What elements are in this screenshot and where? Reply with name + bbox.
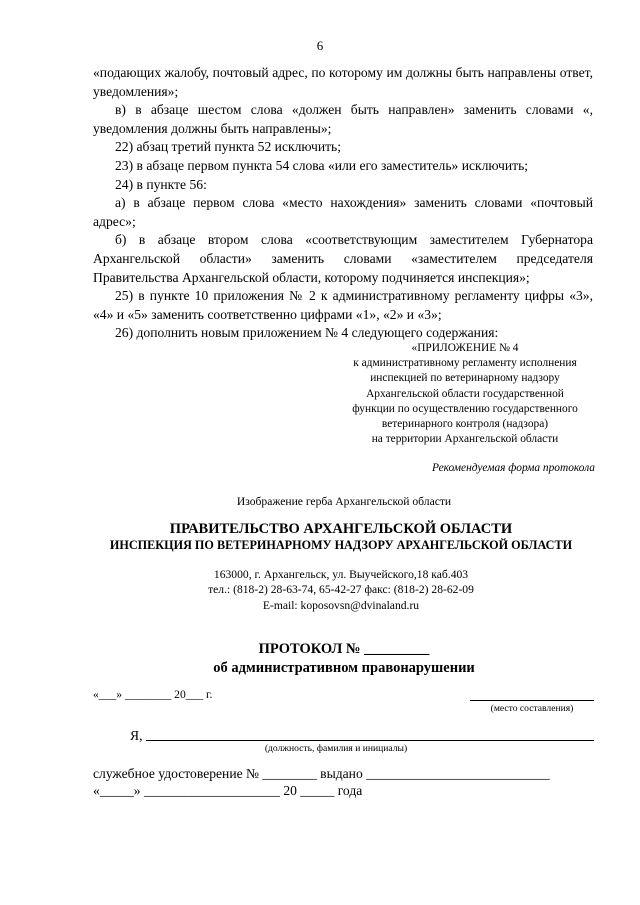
- appendix-line: на территории Архангельской области: [371, 433, 559, 446]
- coat-of-arms-placeholder: Изображение герба Архангельской области: [236, 495, 452, 508]
- position-name-caption: (должность, фамилия и инициалы): [264, 743, 408, 754]
- body-paragraph: 23) в абзаце первом пункта 54 слова «или его заместитель» исключить;: [115, 157, 529, 173]
- body-paragraph: в) в абзаце шестом слова «должен быть направлен» заменить словами «, уведомления должны быть направлены»;: [93, 102, 593, 136]
- position-name-field-line: [146, 740, 594, 741]
- address-line: 163000, г. Архангельск, ул. Выучейского,18 каб.403: [213, 568, 469, 581]
- appendix-line: функции по осуществлению государственного: [352, 402, 578, 415]
- appendix-line: ветеринарного контроля (надзора): [381, 418, 549, 431]
- certificate-date-line: «_____» ____________________ 20 _____ года: [93, 783, 363, 798]
- protocol-heading: [0, 640, 640, 678]
- protocol-subtitle: об административном правонарушении: [213, 660, 475, 676]
- ya-label: Я,: [130, 728, 143, 743]
- appendix-line: к административному регламенту исполнения: [353, 357, 577, 370]
- address-block: [0, 567, 640, 613]
- appendix-header: [320, 341, 610, 447]
- page-number: 6: [316, 38, 324, 53]
- place-field-line: [470, 688, 594, 701]
- inspection-title: ИНСПЕКЦИЯ ПО ВЕТЕРИНАРНОМУ НАДЗОРУ АРХАНГЕЛЬСКОЙ ОБЛАСТИ: [109, 538, 573, 552]
- body-paragraph: 24) в пункте 56:: [115, 176, 207, 192]
- government-title: ПРАВИТЕЛЬСТВО АРХАНГЕЛЬСКОЙ ОБЛАСТИ: [169, 521, 513, 537]
- certificate-line: служебное удостоверение № ________ выдано ___________________________: [93, 766, 550, 781]
- place-caption: (место составления): [490, 703, 574, 714]
- body-paragraph: 22) абзац третий пункта 52 исключить;: [115, 139, 342, 155]
- appendix-line: «ПРИЛОЖЕНИЕ № 4: [411, 342, 519, 354]
- body-paragraph: а) в абзаце первом слова «место нахождения» заменить словами «почтовый адрес»;: [93, 195, 593, 229]
- body-paragraph: 25) в пункте 10 приложения № 2 к административному регламенту цифры «3», «4» и «5» заменить соответственно цифрами «1», «2» и «3»;: [93, 288, 593, 322]
- body-paragraph: «подающих жалобу, почтовый адрес, по которому им должны быть направлены ответ, уведомления»;: [93, 65, 593, 99]
- appendix-line: инспекцией по ветеринарному надзору: [370, 372, 560, 385]
- recommended-form-label: Рекомендуемая форма протокола: [432, 462, 595, 474]
- email-line: E-mail: koposovsn@dvinaland.ru: [262, 598, 420, 612]
- appendix-line: Архангельской области государственной: [366, 387, 564, 400]
- date-field: «___» ________ 20___ г.: [93, 688, 213, 701]
- phone-line: тел.: (818-2) 28-63-74, 65-42-27 факс: (818-2) 28-62-09: [208, 583, 474, 597]
- protocol-title: ПРОТОКОЛ № _________: [258, 641, 430, 657]
- body-paragraph: б) в абзаце втором слова «соответствующим заместителем Губернатора Архангельской области» заменить словами «заместителем председателя Правительства Архангельской области, которому подчиняется инспекция»;: [93, 232, 593, 285]
- body-paragraph: 26) дополнить новым приложением № 4 следующего содержания:: [115, 325, 499, 341]
- body-text: [93, 64, 593, 343]
